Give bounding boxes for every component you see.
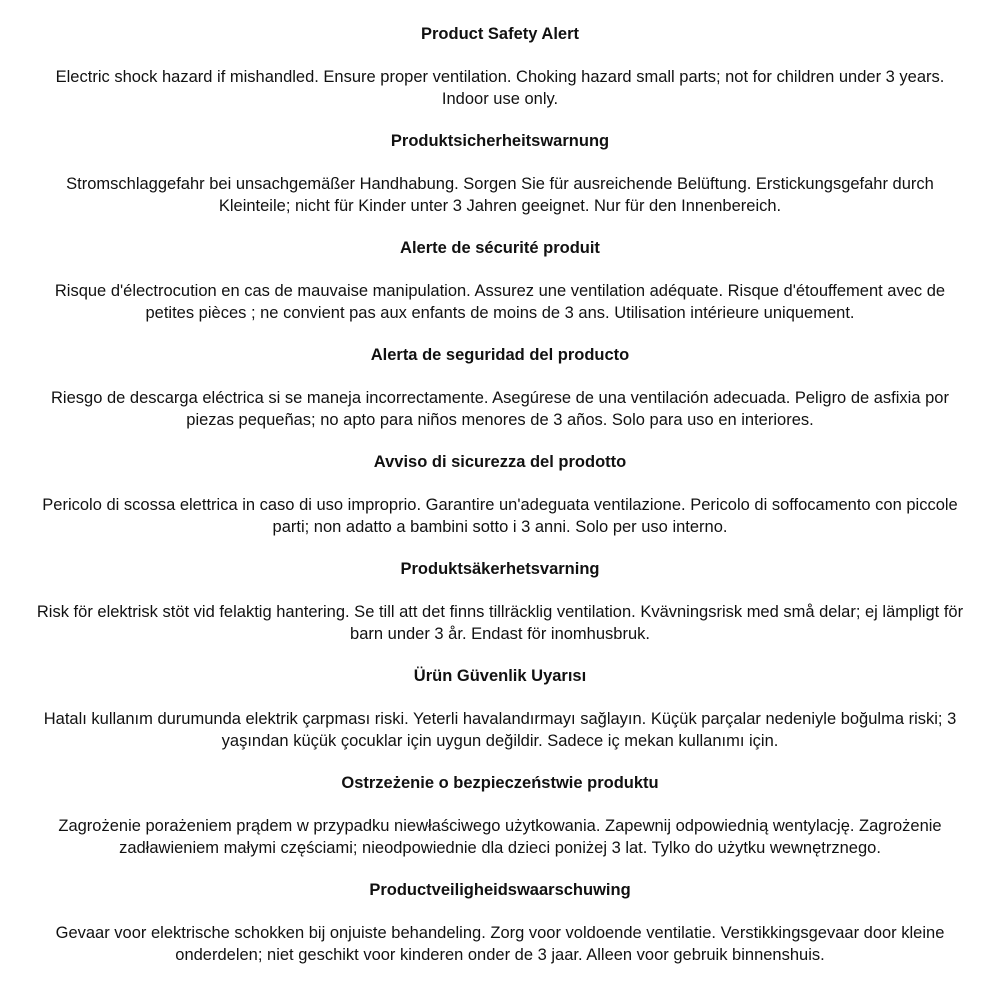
section-english [0,23,1000,110]
section-body: Pericolo di scossa elettrica in caso di uso improprio. Garantire un'adeguata ventilazione. Pericolo di soffocamento con piccole parti; non adatto a bambini sotto i 3 anni. Solo per uso interno. [42,496,958,536]
section-body: Gevaar voor elektrische schokken bij onjuiste behandeling. Zorg voor voldoende ventilatie. Verstikkingsgevaar door kleine onderdelen; niet geschikt voor kinderen onder de 3 jaar. Alleen voor gebruik binnenshuis. [55,924,945,964]
section-body: Electric shock hazard if mishandled. Ensure proper ventilation. Choking hazard small parts; not for children under 3 years. Indoor use only. [55,68,945,108]
section-title: Produktsäkerhetsvarning [400,560,600,578]
section-italian [0,451,1000,538]
section-french [0,237,1000,324]
section-polish [0,772,1000,859]
section-body: Zagrożenie porażeniem prądem w przypadku niewłaściwego użytkowania. Zapewnij odpowiednią wentylację. Zagrożenie zadławieniem małymi częściami; nieodpowiednie dla dzieci poniżej 3 lat. Tylko do użytku wewnętrznego. [58,817,942,857]
section-title: Ürün Güvenlik Uyarısı [413,667,587,685]
section-body: Stromschlaggefahr bei unsachgemäßer Handhabung. Sorgen Sie für ausreichende Belüftung. Erstickungsgefahr durch Kleinteile; nicht für Kinder unter 3 Jahren geeignet. Nur für den Innenbereich. [66,175,934,215]
section-title: Productveiligheidswaarschuwing [369,881,631,899]
section-body: Hatalı kullanım durumunda elektrik çarpması riski. Yeterli havalandırmayı sağlayın. Küçük parçalar nedeniyle boğulma riski; 3 yaşından küçük çocuklar için uygun değildir. Sadece iç mekan kullanımı için. [43,710,957,750]
section-title: Produktsicherheitswarnung [390,132,610,150]
section-spanish [0,344,1000,431]
section-title: Product Safety Alert [420,25,579,43]
section-body: Risk för elektrisk stöt vid felaktig hantering. Se till att det finns tillräcklig ventilation. Kvävningsrisk med små delar; ej lämpligt för barn under 3 år. Endast för inomhusbruk. [36,603,964,643]
section-turkish [0,665,1000,752]
section-body: Risque d'électrocution en cas de mauvaise manipulation. Assurez une ventilation adéquate. Risque d'étouffement avec de petites pièces ; ne convient pas aux enfants de moins de 3 ans. Utilisation intérieure uniquement. [54,282,946,322]
section-body: Riesgo de descarga eléctrica si se maneja incorrectamente. Asegúrese de una ventilación adecuada. Peligro de asfixia por piezas pequeñas; no apto para niños menores de 3 años. Solo para uso en interiores. [51,389,949,429]
section-dutch [0,879,1000,966]
section-title: Avviso di sicurezza del prodotto [373,453,627,471]
section-title: Alerta de seguridad del producto [370,346,630,364]
section-swedish [0,558,1000,645]
section-title: Ostrzeżenie o bezpieczeństwie produktu [341,774,659,792]
section-german [0,130,1000,217]
section-title: Alerte de sécurité produit [400,239,600,257]
